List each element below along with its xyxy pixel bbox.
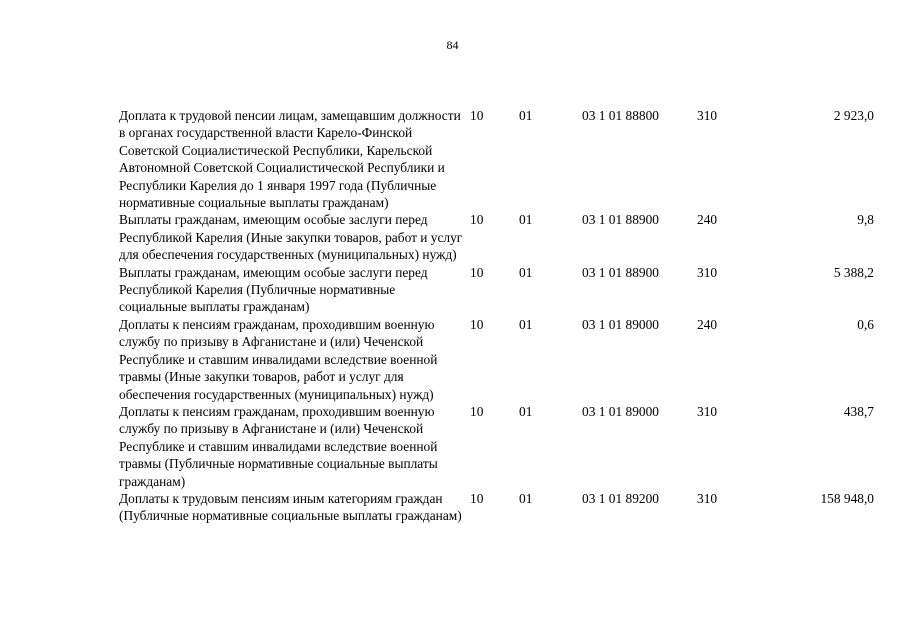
- section-code: 10: [470, 264, 484, 280]
- expense-type-code: 240: [697, 212, 718, 228]
- expense-name: Выплаты гражданам, имеющим особые заслуги перед Республикой Карелия (Публичные нормативные социальные выплаты гражданам): [119, 264, 428, 315]
- expense-type-code: 310: [697, 403, 718, 419]
- subsection-code: 01: [519, 264, 533, 280]
- subsection-code: 01: [519, 403, 533, 419]
- amount: 0,6: [857, 316, 874, 332]
- table-row: [119, 264, 879, 316]
- expense-name: Доплата к трудовой пенсии лицам, замещавшим должности в органах государственной власти Карело-Финской Советской Социалистической Республики, Карельской Автономной Советской Социалистической Республики и Республики Карелия до 1 января 1997 года (Публичные нормативные социальные выплаты гражданам): [119, 108, 461, 211]
- expense-type-code: 310: [697, 490, 718, 506]
- table-row: [119, 211, 879, 263]
- target-article-code: 03 1 01 89000: [582, 316, 659, 332]
- target-article-code: 03 1 01 88900: [582, 212, 659, 228]
- expense-name: Доплаты к трудовым пенсиям иным категориям граждан (Публичные нормативные социальные выплаты гражданам): [119, 490, 462, 524]
- amount: 5 388,2: [833, 264, 874, 280]
- page-number: 84: [446, 38, 459, 52]
- target-article-code: 03 1 01 89000: [582, 403, 659, 419]
- amount: 438,7: [843, 403, 874, 419]
- amount: 158 948,0: [820, 490, 874, 506]
- section-code: 10: [470, 316, 484, 332]
- target-article-code: 03 1 01 89200: [582, 490, 659, 506]
- expense-type-code: 310: [697, 108, 718, 123]
- amount: 2 923,0: [833, 108, 874, 123]
- section-code: 10: [470, 403, 484, 419]
- target-article-code: 03 1 01 88800: [582, 108, 659, 123]
- table-row: [119, 490, 879, 525]
- subsection-code: 01: [519, 108, 533, 123]
- section-code: 10: [470, 490, 484, 506]
- subsection-code: 01: [519, 316, 533, 332]
- table-row: [119, 403, 879, 490]
- section-code: 10: [470, 212, 484, 228]
- expense-name: Доплаты к пенсиям гражданам, проходившим военную службу по призыву в Афганистане и (или) Чеченской Республике и ставшим инвалидами вследствие военной травмы (Иные закупки товаров, работ и услуг для обеспечения государственных (муниципальных) нужд): [119, 316, 438, 402]
- expense-name: Доплаты к пенсиям гражданам, проходившим военную службу по призыву в Афганистане и (или) Чеченской Республике и ставшим инвалидами вследствие военной травмы (Публичные нормативные социальные выплаты гражданам): [119, 403, 438, 489]
- expense-type-code: 240: [697, 316, 718, 332]
- expense-type-code: 310: [697, 264, 718, 280]
- table-row: [119, 107, 879, 211]
- table-row: [119, 316, 879, 403]
- target-article-code: 03 1 01 88900: [582, 264, 659, 280]
- amount: 9,8: [857, 212, 874, 228]
- budget-table: [119, 107, 879, 525]
- subsection-code: 01: [519, 212, 533, 228]
- expense-name: Выплаты гражданам, имеющим особые заслуги перед Республикой Карелия (Иные закупки товаров, работ и услуг для обеспечения государственных (муниципальных) нужд): [119, 212, 463, 263]
- section-code: 10: [470, 108, 484, 123]
- subsection-code: 01: [519, 490, 533, 506]
